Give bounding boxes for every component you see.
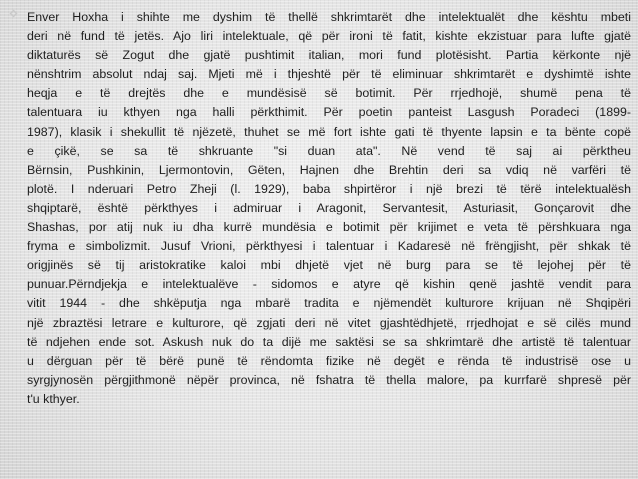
- text-line: u dërguan për të bërë punë të rëndomta fizike në degët e rënda të industrisë ose u: [27, 353, 631, 368]
- text-line: deri në fund të jetës. Ajo liri intelektuale, që për ironi të fatit, kishte ekzistuar para lufte gjatë: [27, 29, 631, 44]
- text-line: punuar.Përndjekja e intelektualëve - sidomos e atyre që kishin qenë jashtë vendit para: [27, 277, 631, 292]
- text-line: Shashas, por atij nuk iu dha kurrë mundësia e botimit për krijimet e veta të përshkuara nga: [27, 220, 631, 235]
- text-line: një zbraztësi letrare e kulturore, që zgjati deri në vitet gjashtëdhjetë, rrjedhojat e së cilës mund: [27, 315, 631, 330]
- text-line: vitit 1944 - dhe shkëputja nga mbarë tradita e njëmendët kulturore krijuan në Shqipëri: [27, 296, 631, 311]
- text-line: plotë. I nderuari Petro Zheji (l. 1929), baba shpirtëror i një brezi të tërë intelektualësh: [27, 181, 631, 196]
- text-line: 1987), klasik i shekullit të njëzetë, thuhet se më fort ishte gati të thyente lapsin e ta bënte copë: [27, 124, 631, 139]
- body-paragraph: [27, 8, 631, 409]
- text-line: e çikë, se sa të shkruante "si duan ata". Në vend të saj ai përktheu: [27, 143, 631, 158]
- text-line: fryma e simbolizmit. Jusuf Vrioni, përkthyesi i talentuar i Kadaresë në frëngjisht, për shkak të: [27, 239, 631, 254]
- text-line: talentuara iu kthyen nga halli përkthimit. Për poetin panteist Lasgush Poradeci (1899-: [27, 105, 631, 120]
- text-line: diktaturës së Zogut dhe gjatë pushtimit italian, mori fund plotësisht. Partia kërkonte një: [27, 48, 631, 63]
- text-line: syrgjynosën përgjithmonë nëpër provinca, në fshatra të thella malore, pa kurrfarë shpresë për: [27, 372, 631, 387]
- text-line: Bërnsin, Pushkinin, Ljermontovin, Gëten, Hajnen dhe Brehtin deri sa vdiq në varfëri të: [27, 162, 631, 177]
- text-line: t'u kthyer.: [27, 391, 80, 406]
- text-line: të ndjehen ende sot. Askush nuk do ta dijë me saktësi se sa shkrimtarë dhe artistë të talentuar: [27, 334, 631, 349]
- text-line: shqiptarë, është përkthyes i admiruar i Aragonit, Servantesit, Asturiasit, Gonçarovit dhe: [27, 200, 631, 215]
- text-line: nënshtrim absolut ndaj saj. Mjeti më i thjeshtë për të eliminuar shkrimtarët e dyshimtë ishte: [27, 67, 631, 82]
- text-line: origjinës së tij aristokratike kaloi mbi dhjetë vjet në burg para se të lejohej për të: [27, 258, 631, 273]
- wing-bullet-icon: [9, 9, 18, 18]
- text-line: heqja e të drejtës dhe e mundësisë së botimit. Për rrjedhojë, shumë pena të: [27, 86, 631, 101]
- text-line: Enver Hoxha i shihte me dyshim të thellë shkrimtarët dhe intelektualët dhe kështu mbeti: [27, 10, 631, 24]
